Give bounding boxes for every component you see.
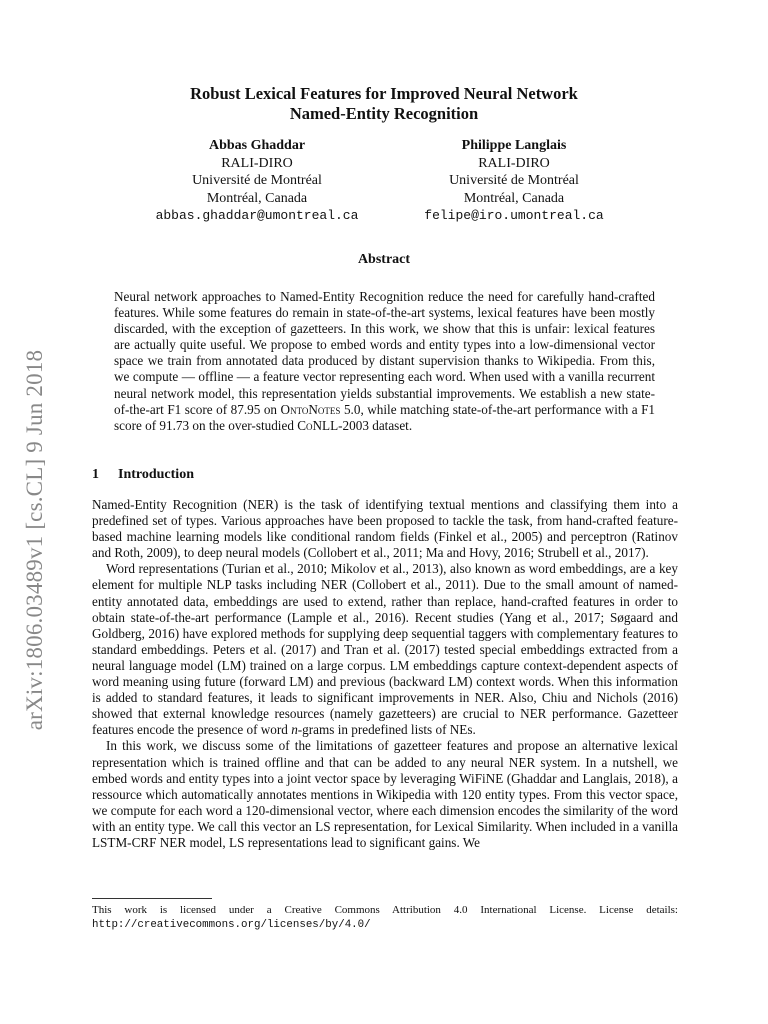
abstract-text-part: 5.0, while matching state-of-the-art performance with a F1 score of 91.73 on the over-studied xyxy=(114,401,655,433)
author-university: Université de Montréal xyxy=(449,173,579,188)
abstract-text-part: Neural network approaches to Named-Entity Recognition reduce the need for carefully hand-crafted features. While some features do remain in state-of-the-art systems, lexical features have been mostly discarded, with the exception of gazetteers. In this work, we show that this is unfair: lexical features are actually quite useful. We propose to embed words and entity types into a low-dimensional vector space we train from annotated data produced by distant supervision thanks to Wikipedia. From this, we compute — offline — a feature vector representing each word. When used with a vanilla recurrent neural network model, this representation yields substantial improvements. We establish a new state-of-the-art F1 score of 87.95 on xyxy=(114,289,655,417)
author-block-1 xyxy=(132,137,382,225)
author-block-2 xyxy=(389,137,639,225)
author-lab: RALI-DIRO xyxy=(221,155,293,171)
author-location: Montréal, Canada xyxy=(206,190,308,206)
paper-title xyxy=(92,84,676,124)
section-title: Introduction xyxy=(118,467,194,482)
author-name: Abbas Ghaddar xyxy=(208,138,306,153)
arxiv-identifier-stamp xyxy=(14,320,56,760)
paragraph xyxy=(92,561,678,738)
title-line-1: Robust Lexical Features for Improved Neural Network xyxy=(190,84,578,103)
footnote-text: This work is licensed under a Creative Commons Attribution 4.0 International License. License details: xyxy=(92,904,678,916)
author-name: Philippe Langlais xyxy=(461,138,567,153)
dataset-name: OntoNotes xyxy=(280,401,341,417)
paragraph: Named-Entity Recognition (NER) is the task of identifying textual mentions and classifying them into a predefined set of types. Various approaches have been proposed to tackle the task, from hand-crafted feature-based machine learning models like conditional random fields (Finkel et al., 2005) and perceptron (Ratinov and Roth, 2009), to deep neural models (Collobert et al., 2011; Ma and Hovy, 2016; Strubell et al., 2017). xyxy=(92,497,678,561)
paragraph: In this work, we discuss some of the limitations of gazetteer features and propose an alternative lexical representation which is trained offline and that can be added to any neural NER system. In a nutshell, we embed words and entity types into a joint vector space by leveraging WiFiNE (Ghaddar and Langlais, 2018), a ressource which automatically annotates mentions in Wikipedia with 120 entity types. From this vector space, we compute for each word a 120-dimensional vector, where each dimension encodes the similarity of the word with an entity type. We call this vector an LS representation, for Lexical Similarity. When included in a vanilla LSTM-CRF NER model, LS representations lead to significant gains. We xyxy=(92,738,678,850)
author-email[interactable]: abbas.ghaddar@umontreal.ca xyxy=(155,208,359,223)
dataset-name: CoNLL xyxy=(297,417,339,433)
paragraph-text: -grams in predefined lists of NEs. xyxy=(297,722,476,738)
author-university: Université de Montréal xyxy=(192,173,322,188)
license-url-link[interactable]: http://creativecommons.org/licenses/by/4.0/ xyxy=(92,918,371,931)
abstract-text xyxy=(114,289,655,434)
math-variable: n xyxy=(291,722,298,738)
author-location: Montréal, Canada xyxy=(463,190,565,206)
title-line-2: Named-Entity Recognition xyxy=(289,104,479,123)
abstract-text-part: -2003 dataset. xyxy=(338,417,413,433)
introduction-body xyxy=(92,497,678,851)
section-heading xyxy=(92,467,194,483)
license-footnote xyxy=(92,904,678,932)
paragraph-text: Word representations (Turian et al., 2010; Mikolov et al., 2013), also known as word embeddings, are a key element for multiple NLP tasks including NER (Collobert et al., 2011). Due to the small amount of named-entity annotated data, embeddings are used to extend, rather than replace, hand-crafted features in order to obtain state-of-the-art performance (Lample et al., 2016). Recent studies (Yang et al., 2017; Søgaard and Goldberg, 2016) have explored methods for supplying deep sequential taggers with complementary features to standard embeddings. Peters et al. (2017) and Tran et al. (2017) tested special embeddings extracted from a neural language model (LM) trained on a large corpus. LM embeddings capture context-dependent aspects of word meaning using future (forward LM) and previous (backward LM) context words. When this information is added to standard features, it leads to significant improvements in NER. Also, Chiu and Nichols (2016) showed that external knowledge resources (namely gazetteers) are crucial to NER performance. Gazetteer features encode the presence of word xyxy=(92,561,678,738)
abstract-heading: Abstract xyxy=(357,252,411,267)
footnote-divider xyxy=(92,898,212,899)
section-number: 1 xyxy=(92,467,99,482)
author-lab: RALI-DIRO xyxy=(478,155,550,171)
arxiv-stamp-text: arXiv:1806.03489v1 [cs.CL] 9 Jun 2018 xyxy=(22,349,48,731)
author-email[interactable]: felipe@iro.umontreal.ca xyxy=(424,208,604,223)
